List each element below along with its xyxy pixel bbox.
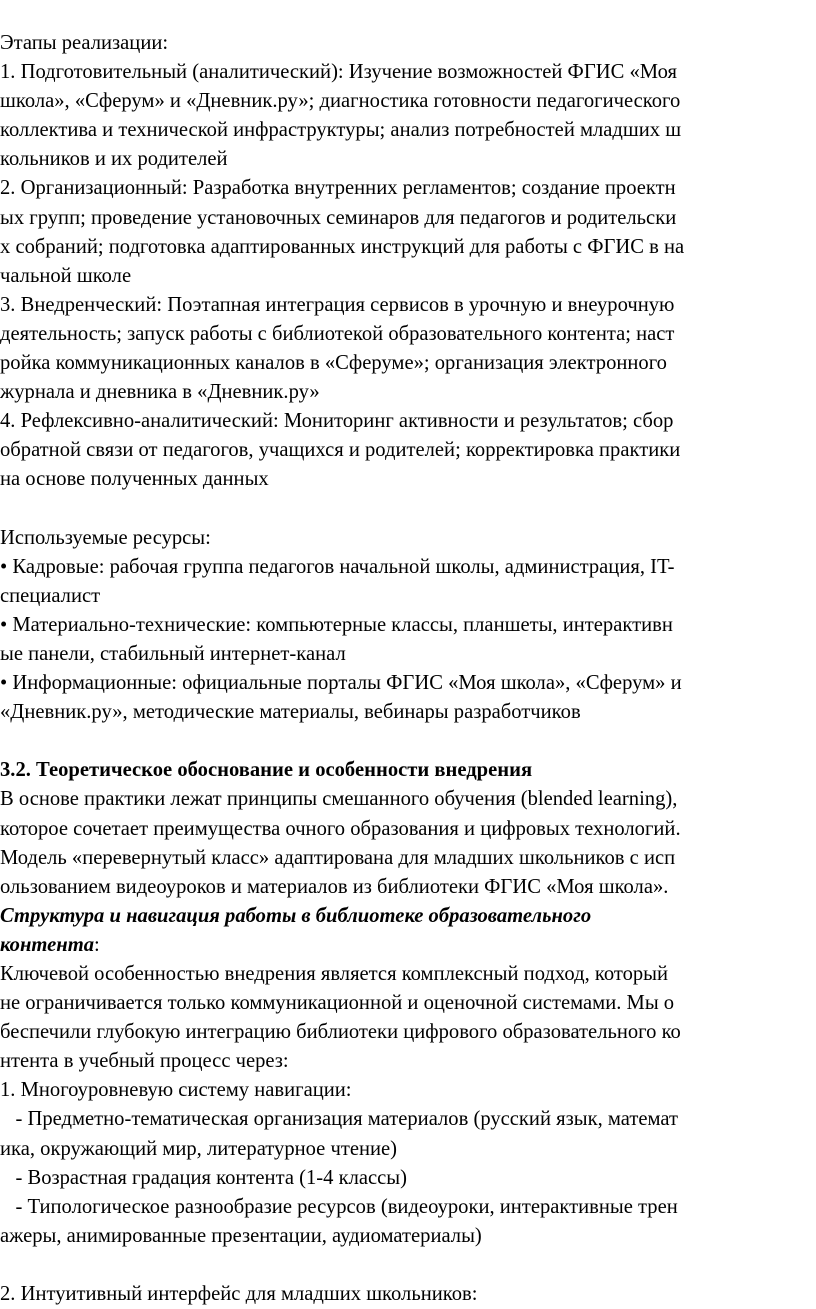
theory-line: В основе практики лежат принципы смешанного обучения (blended learning), — [0, 788, 678, 811]
stage-line: коллектива и технической инфраструктуры; анализ потребностей младших ш — [0, 119, 682, 142]
theory-line: которое сочетает преимущества очного образования и цифровых технологий. — [0, 817, 681, 840]
subheading-colon: : — [94, 933, 100, 956]
body-line: нтента в учебный процесс через: — [0, 1050, 289, 1073]
body-line: 1. Многоуровневую систему навигации: — [0, 1079, 352, 1102]
body-line: ажеры, анимированные презентации, аудиоматериалы) — [0, 1224, 482, 1247]
body-line: 2. Интуитивный интерфейс для младших школьников: — [0, 1283, 478, 1306]
stage-line: 4. Рефлексивно-аналитический: Мониторинг активности и результатов; сбор — [0, 410, 674, 433]
stage-line: обратной связи от педагогов, учащихся и родителей; корректировка практики — [0, 439, 681, 462]
body-line: ика, окружающий мир, литературное чтение) — [0, 1137, 398, 1160]
resource-line: ые панели, стабильный интернет-канал — [0, 642, 346, 665]
resource-line: «Дневник.ру», методические материалы, вебинары разработчиков — [0, 701, 581, 724]
paragraph-spacer — [0, 1251, 816, 1280]
stage-line: деятельность; запуск работы с библиотекой образовательного контента; наст — [0, 322, 675, 345]
library-subheading-word: контента — [0, 933, 95, 956]
theory-line: ользованием видеоуроков и материалов из библиотеки ФГИС «Моя школа». — [0, 875, 669, 898]
stages-heading: Этапы реализации: — [0, 32, 169, 54]
stage-line: ых групп; проведение установочных семинаров для педагогов и родительски — [0, 206, 677, 229]
stage-line: 1. Подготовительный (аналитический): Изучение возможностей ФГИС «Моя — [0, 61, 677, 84]
resource-line: • Информационные: официальные порталы ФГИС «Моя школа», «Сферум» и — [0, 672, 682, 695]
theory-section — [0, 756, 816, 1309]
section-3-2-heading: 3.2. Теоретическое обоснование и особенности внедрения — [0, 759, 533, 782]
paragraph-spacer — [0, 727, 816, 756]
library-subheading: Структура и навигация работы в библиотеке образовательного — [0, 904, 592, 927]
stage-line: чальной школе — [0, 264, 132, 287]
paragraph-spacer — [0, 495, 816, 524]
resource-line: • Кадровые: рабочая группа педагогов начальной школы, администрация, IT- — [0, 555, 675, 578]
stage-line: на основе полученных данных — [0, 468, 269, 491]
stage-line: кольников и их родителей — [0, 148, 228, 171]
body-line: - Возрастная градация контента (1-4 классы) — [0, 1166, 407, 1189]
stage-line: 2. Организационный: Разработка внутренних регламентов; создание проектн — [0, 177, 676, 200]
theory-line: Модель «перевернутый класс» адаптирована для младших школьников с исп — [0, 846, 676, 869]
resource-line: • Материально-технические: компьютерные классы, планшеты, интерактивн — [0, 613, 673, 636]
stages-section — [0, 29, 816, 495]
library-subheading-end — [0, 931, 816, 960]
stage-line: школа», «Сферум» и «Дневник.ру»; диагностика готовности педагогического — [0, 90, 681, 113]
resources-section — [0, 524, 816, 728]
resources-heading: Используемые ресурсы: — [0, 526, 211, 549]
stage-line: ройка коммуникационных каналов в «Сферуме»; организация электронного — [0, 352, 667, 375]
body-line: Ключевой особенностью внедрения является комплексный подход, который — [0, 963, 669, 985]
stage-line: х собраний; подготовка адаптированных инструкций для работы с ФГИС в на — [0, 235, 685, 258]
body-line: не ограничивается только коммуникационной и оценочной системами. Мы о — [0, 992, 675, 1015]
document-page — [0, 29, 816, 1309]
resource-line: специалист — [0, 584, 101, 607]
body-line: - Типологическое разнообразие ресурсов (видеоуроки, интерактивные трен — [0, 1195, 678, 1218]
body-line: беспечили глубокую интеграцию библиотеки цифрового образовательного ко — [0, 1021, 681, 1044]
stage-line: журнала и дневника в «Дневник.ру» — [0, 381, 320, 404]
body-line: - Предметно-тематическая организация материалов (русский язык, математ — [0, 1108, 679, 1131]
stage-line: 3. Внедренческий: Поэтапная интеграция сервисов в урочную и внеурочную — [0, 293, 675, 316]
